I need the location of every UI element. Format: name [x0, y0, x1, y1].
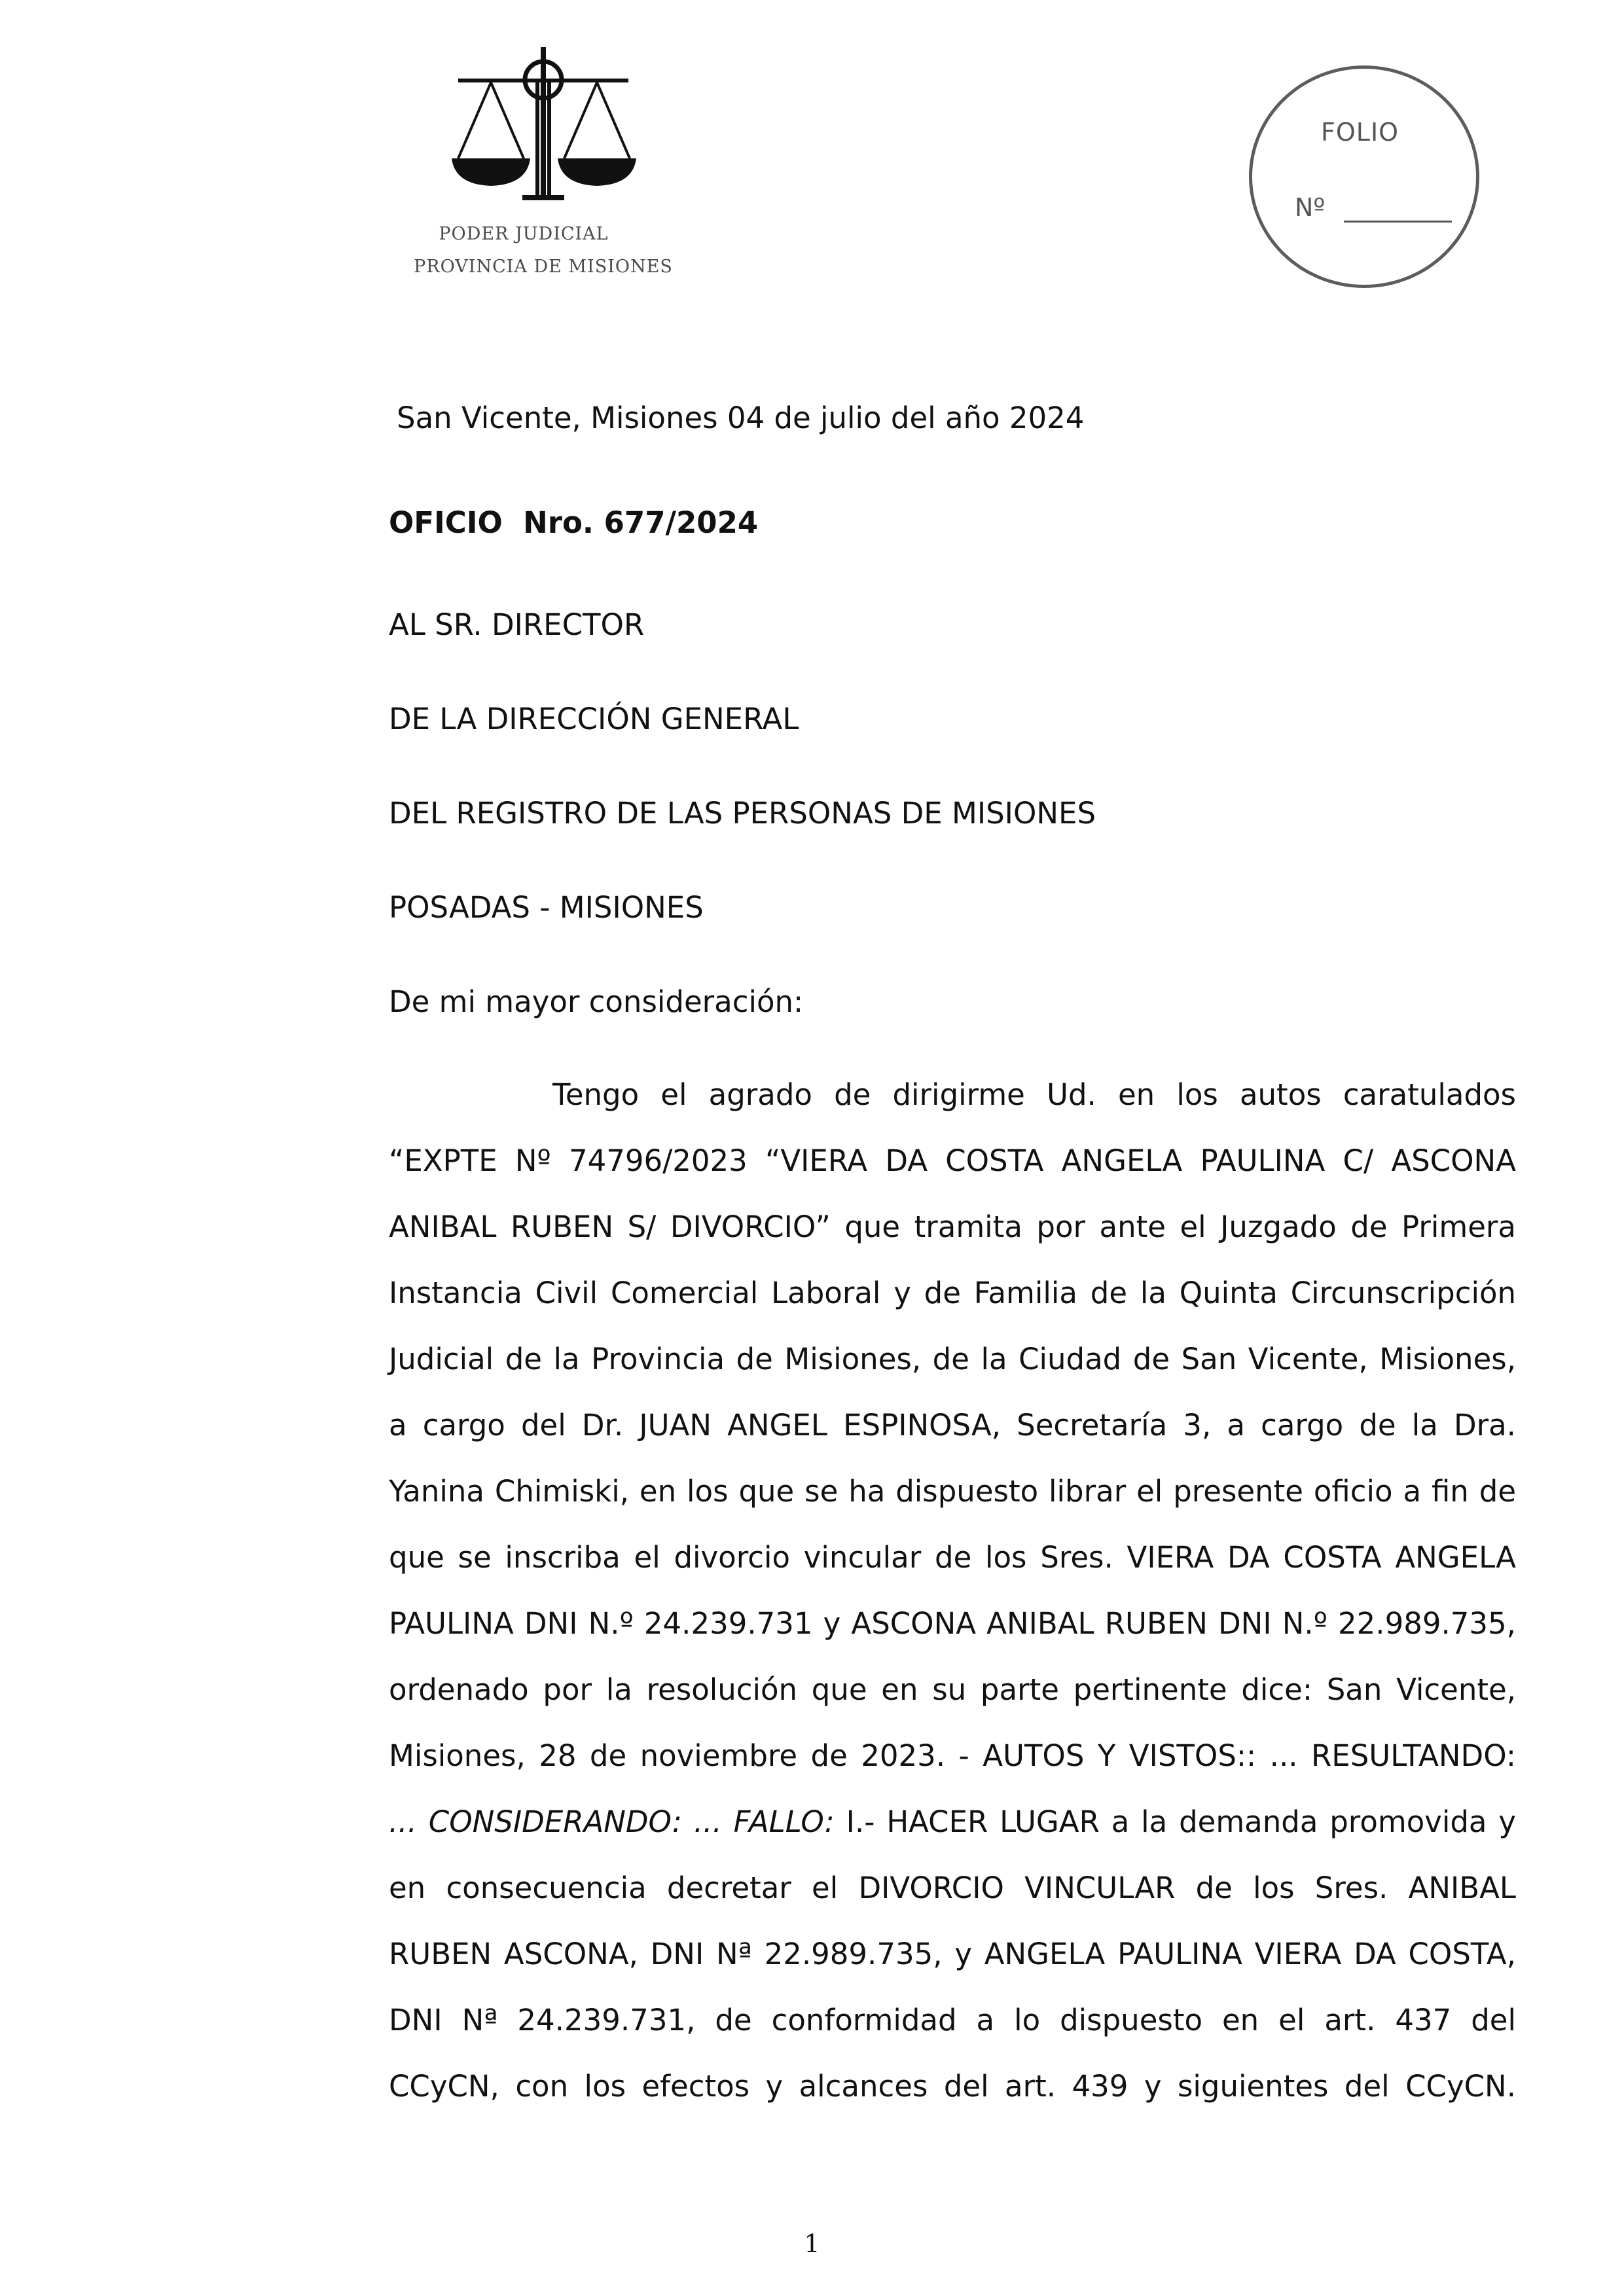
body-line-fallo [389, 1789, 1516, 1855]
body-line: RUBEN ASCONA, DNI Nª 22.989.735, y ANGELA PAULINA VIERA DA COSTA, [389, 1937, 1516, 1971]
body-line: Judicial de la Provincia de Misiones, de la Ciudad de San Vicente, Misiones, [389, 1342, 1516, 1376]
folio-number-label: Nº [1295, 193, 1326, 222]
body-line: Tengo el agrado de dirigirme Ud. en los autos caratulados [552, 1077, 1516, 1112]
body-line: en consecuencia decretar el DIVORCIO VINCULAR de los Sres. ANIBAL [389, 1871, 1516, 1905]
folio-number-blank [1344, 221, 1452, 223]
body-line: a cargo del Dr. JUAN ANGEL ESPINOSA, Secretaría 3, a cargo de la Dra. [389, 1408, 1516, 1443]
body-line: ordenado por la resolución que en su parte pertinente dice: San Vicente, [389, 1672, 1516, 1707]
body-line: CCyCN, con los efectos y alcances del art. 439 y siguientes del CCyCN. [389, 2069, 1516, 2104]
body-line: que se inscriba el divorcio vincular de los Sres. VIERA DA COSTA ANGELA [389, 1540, 1516, 1575]
logo-line-poder-judicial: PODER JUDICIAL [439, 224, 609, 244]
scales-of-justice-icon [445, 41, 641, 211]
body-paragraph [389, 1062, 1516, 2119]
oficio-number: OFICIO Nro. 677/2024 [389, 505, 759, 540]
salutation: De mi mayor consideración: [389, 984, 804, 1019]
folio-title: FOLIO [1321, 118, 1399, 147]
body-line: Misiones, 28 de noviembre de 2023. - AUTOS Y VISTOS:: ... RESULTANDO: [389, 1738, 1516, 1773]
folio-stamp [1249, 65, 1479, 288]
recipient-line-1: AL SR. DIRECTOR [389, 607, 645, 642]
body-line: PAULINA DNI N.º 24.239.731 y ASCONA ANIBAL RUBEN DNI N.º 22.989.735, [389, 1606, 1516, 1641]
logo-line-provincia: PROVINCIA DE MISIONES [414, 257, 673, 277]
body-line: ANIBAL RUBEN S/ DIVORCIO” que tramita por ante el Juzgado de Primera [389, 1210, 1516, 1244]
body-line: Instancia Civil Comercial Laboral y de Familia de la Quinta Circunscripción [389, 1276, 1516, 1310]
fallo-rest-text: I.- HACER LUGAR a la demanda promovida y [834, 1804, 1516, 1839]
page-number: 1 [804, 2229, 820, 2258]
fallo-italic-text: ... CONSIDERANDO: ... FALLO: [389, 1804, 835, 1839]
body-line: “EXPTE Nº 74796/2023 “VIERA DA COSTA ANGELA PAULINA C/ ASCONA [389, 1143, 1516, 1178]
recipient-line-2: DE LA DIRECCIÓN GENERAL [389, 702, 799, 736]
body-line: DNI Nª 24.239.731, de conformidad a lo dispuesto en el art. 437 del [389, 2003, 1516, 2037]
recipient-line-3: DEL REGISTRO DE LAS PERSONAS DE MISIONES [389, 796, 1096, 831]
date-line: San Vicente, Misiones 04 de julio del año 2024 [397, 401, 1085, 435]
poder-judicial-logo [406, 41, 681, 289]
body-line: Yanina Chimiski, en los que se ha dispuesto librar el presente oficio a fin de [389, 1474, 1516, 1509]
recipient-line-4: POSADAS - MISIONES [389, 890, 704, 925]
